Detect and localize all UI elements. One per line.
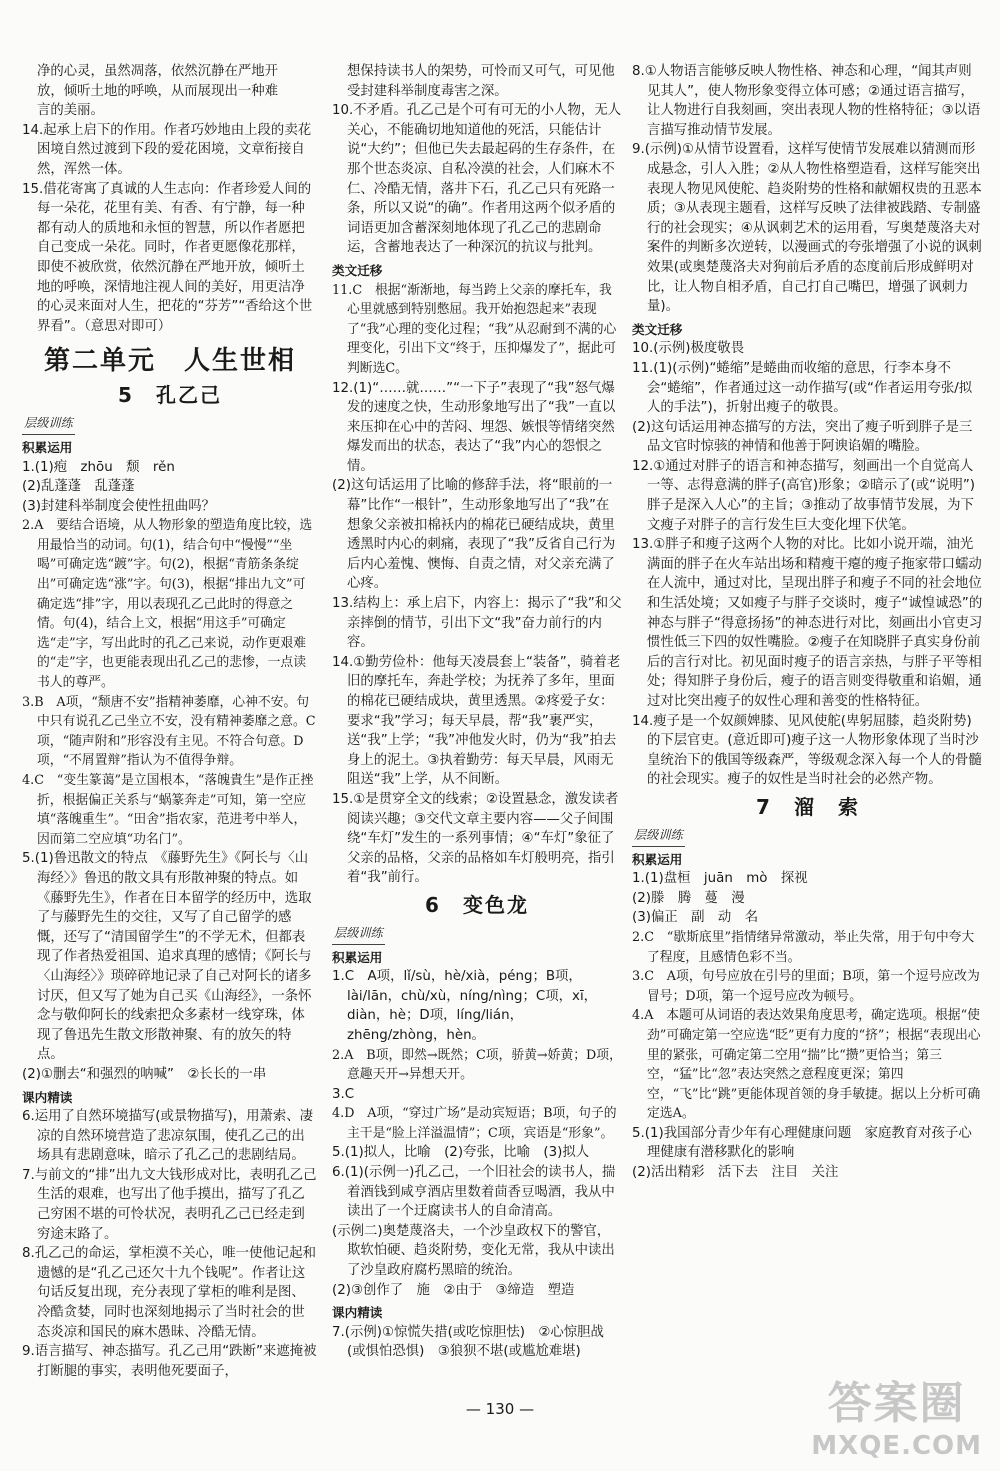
answer-1-part: (3)偏正 副 动 名 [632,910,759,926]
answer-4: 4.D A项，“穿过广场”是动宾短语；B项，句子的主干是“脸上洋溢温情”；C项，宾语是“形象”。 [332,1106,617,1141]
page-number: — 130 — [465,1400,535,1418]
answer-11: 11.C 根据“渐渐地，每当跨上父亲的摩托车，我心里就感到特别憋屈。我开始抱怨起来”表现了“我”心理的变化过程；“我”从忍耐到不满的心理变化，引出下文“终于，压抑爆发了”，据此可判断选C。 [332,282,617,376]
answer-9: 9.(示例)①从情节设置看，这样写使情节发展难以猜测而形成悬念，引人入胜；②从人物性格塑造看，这样写能突出表现人物见风使舵、趋炎附势的性格和献媚权贵的丑恶本质；③从表现主题看，这样写反映了法律被践踏、专制盛行的社会现实；④从讽刺艺术的运用看，写奥楚蔑洛夫对案件的判断多次逆转，以漫画式的夸张增强了小说的讽刺效果(或奥楚蔑洛夫对狗前后矛盾的态度前后形成鲜明对比，让人物自相矛盾，自己打自己嘴巴，增强了讽刺力量)。 [632,142,982,315]
answer-3: 3.C A项，句号应放在引号的里面；B项，第一个逗号应改为冒号；D项，第一个逗号应改为顿号。 [632,969,980,1004]
answer-12: 12.①通过对胖子的语言和神态描写，刻画出一个自觉高人一等、志得意满的胖子(高官)形象；②暗示了(或“说明”)胖子是深入人心”的主旨；③推动了故事情节发展，为下文瘦子对胖子的言行发生巨大变化埋下伏笔。 [632,458,975,533]
answer-10: 10.不矛盾。孔乙己是个可有可无的小人物，无人关心，不能确切地知道他的死活，只能估计说“大约”；但他已失去最起码的生存条件，在那个世态炎凉、自私冷漠的社会，人们麻木不仁、冷酷无情，落井下石，孔乙己只有死路一条，所以又说“的确”。作者用这两个似矛盾的词语更加含蓄深刻地体现了孔乙己的悲剧命运，含蓄地表达了一种深沉的抗议与批判。 [332,103,622,256]
answer-7: 7.与前文的“排”出九文大钱形成对比，表明孔乙己生活的艰难，也写出了他手摸出，描写了孔乙己穷困不堪的可怜状况，表明孔乙己已经走到穷途末路了。 [22,1167,317,1242]
answer-6-part: (2)③创作了 施 ②由于 ③缔造 塑造 [332,1282,575,1298]
section-heading: 类文迁移 [632,321,683,337]
watermark-url: MXQE.COM [811,1431,982,1461]
answer-column-3 [632,62,984,1183]
lesson-title: 6 变色龙 [425,892,529,917]
answer-13: 13.结构上：承上启下，内容上：揭示了“我”和父亲摔倒的情节，引出下文“我”奋力前行的内容。 [332,596,622,651]
answer-5: 5.(1)拟人，比喻 (2)夸张，比喻 (3)拟人 [332,1145,590,1161]
answer-12-part: (2)这句话运用了比喻的修辞手法，将“眼前的一幕”比作“一根针”，生动形象地写出了“我”在想象父亲被扣棉袄内的棉花已硬结成块，黄里透黑时内心的刺痛，表现了“我”反省自己行为后内心羞愧、懊悔、自责之情，对父亲充满了心疼。 [332,478,616,592]
answer-1: 1.C A项，lǐ/sù，hè/xià，péng；B项，lài/lān，chù/xù，níng/nìng；C项，xī，diàn，hè；D项，líng/lián，zhēng/zhòng，hèn。 [332,969,598,1043]
answer-2: 2.C “歇斯底里”指情绪异常激动，举止失常，用于句中夸大了程度，且感情色彩不当。 [632,929,975,965]
train-label: 层级训练 [22,414,75,435]
answer-column-2 [332,62,622,1362]
train-label: 层级训练 [332,924,385,945]
answer-13: 13.①胖子和瘦子这两个人物的对比。比如小说开端，油光满面的胖子在火车站出场和精瘦干瘪的瘦子拖家带口蠕动在人流中，通过对比，呈现出胖子和瘦子不同的社会地位和生活处境；又如瘦子与胖子交谈时，瘦子“诚惶诚恐”的神态与胖子“得意扬扬”的神态进行对比，刻画出小官吏习惯性低三下四的奴性嘴脸。②瘦子在知晓胖子真实身份前后的言行对比。初见面时瘦子的语言亲热，与胖子平等相处；得知胖子身份后，瘦子的语言则变得敬重和谄媚，通过对比突出瘦子的奴性心理和善变的性格特征。 [632,537,983,709]
answer-14: 14.起承上启下的作用。作者巧妙地由上段的卖花困境自然过渡到下段的爱花困境，文章衔接自然，浑然一体。 [22,122,312,177]
answer-8: 8.孔乙己的命运，掌柜漠不关心，唯一使他记起和遗憾的是“孔乙己还欠十九个钱呢”。作者让这句话反复出现，充分表现了掌柜的唯利是图、冷酷贪婪，同时也深刻地揭示了当时社会的世态炎凉和国民的麻木愚昧、冷酷无情。 [22,1246,316,1340]
section-heading: 积累运用 [332,949,383,965]
section-heading: 类文迁移 [332,262,383,278]
answer-3: 3.C [332,1086,355,1102]
answer-7: 7.(示例)①惊慌失措(或吃惊胆怯) ②心惊胆战(或惧怕恐惧) ③狼狈不堪(或尴尬难堪) [332,1324,604,1360]
answer-4: 4.C “变生篆蔼”是立国根本，“落魄貴生”是作正挫折，根据偏正关系与“蜗篆奔走”可知，第一空应填“落魄重生”。“田舍”指农家，范进考中举人，因而第二空应填“功名门”。 [22,773,314,847]
text-line: 想保持读书人的架势，可怜而又可气，可见他受封建科举制度毒害之深。 [347,64,615,99]
answer-12: 12.(1)“……就……”“一下子”表现了“我”怒气爆发的速度之快，生动形象地写出了“我”一直以来压抑在心中的苦闷、埋怨、嫉恨等情绪突然爆发而出的状态，表达了“我”内心的怨恨之情。 [332,380,616,474]
answer-2: 2.A B项，即然→既然；C项，骄黄→娇黄；D项，意趣天开→异想天开。 [332,1047,622,1083]
answer-1-part: (3)封建科举制度会使性扭曲吗？ [22,498,216,514]
section-heading: 课内精读 [332,1305,383,1321]
lesson-title: 7 溜 索 [756,794,860,819]
answer-3: 3.B A项，“颓唐不安”指精神萎靡，心神不安。句中只有说孔乙己坐立不安，没有精神萎靡之意。C项，“随声附和”形容没有主见。不符合句意。D项，“不屑置辩”指认为不值得争辩。 [22,694,316,769]
answer-1-part: (2)乱蓬蓬 乱蓬蓬 [22,479,135,495]
answer-6: 6.(1)(示例一)孔乙己，一个旧社会的读书人，揣着酒钱到咸亨酒店里数着茴香豆喝酒，我从中读出了一个迂腐读书人的自命清高。 [332,1165,616,1220]
section-heading: 积累运用 [22,439,73,455]
text-line: 放，倾听土地的呼唤，从而展现出一种难 [37,83,279,99]
answer-2: 2.A 要结合语境，从人物形象的塑造角度比较，选用最恰当的动词。句(1)，结合句中“慢慢”“坐喝”可确定选“踱”字。句(2)，根据“青筋条条绽出”可确定选“涨”字。句(3)，根据“排出九文”可确定选“排”字，用以表现孔乙己此时的得意之情。句(4)，结合上文，根据“用这手”可确定选“走”字，写出此时的孔乙己来说，动作更艰难的“走”字，也更能表现出孔乙己的悲惨，一点读书人的尊严。 [22,518,313,691]
answer-5-part: (2)活出精彩 活下去 注目 关注 [632,1165,839,1181]
lesson-title: 5 孔乙己 [118,383,222,408]
watermark-logo [811,1367,982,1461]
answer-5: 5.(1)鲁迅散文的特点 《藤野先生》《阿长与〈山海经〉》鲁迅的散文具有形散神聚的特点。如《藤野先生》，作者在日本留学的经历中，选取了与藤野先生的交往，又写了自己留学的感慨，还写了“清国留学生”的不学无术，但都表现了作者热爱祖国、追求真理的感情；《阿长与〈山海经〉》琐碎碎地记录了自己对阿长的诸多讨厌，但又写了她为自己买《山海经》，一条怀念与敬仰阿长的线索把众多素材一线穿珠，体现了鲁迅先生散文形散神聚、有的放矢的特点。 [22,851,312,1063]
answer-15: 15.借花寄寓了真诚的人生志向：作者珍爱人间的每一朵花，花里有美、有香、有宁静，每一种都有动人的质地和永恒的智慧，所以作者愿把自己变成一朵花。同时，作者更愿像花那样，即使不被欣赏，依然沉静在严地开放，倾听土地的呼唤，深情地注视人间的美好，用更洁净的心灵来面对人生，把花的“芬芳”“香给这个世界看”。（意思对即可） [22,181,313,334]
train-label: 层级训练 [632,826,685,847]
watermark-title: 答案圈 [827,1378,966,1429]
answer-5-part: (2)①删去“和强烈的呐喊” ②长长的一串 [22,1066,267,1082]
answer-9: 9.语言描写、神态描写。孔乙己用“跌断”来遮掩被打断腿的事实，表明他死要面子， [22,1344,317,1379]
answer-4: 4.A 本题可从词语的表达效果角度思考，确定选项。根据“使劲”可确定第一空应选“眨”更有力度的“挤”；根据“表现出心里的紧张，可确定第二空用“揣”比“攒”更恰当；第三空，“猛”比“忽”表达突然之意程度更深；第四空，“飞”比“跳”更能体现首领的身手敏捷。据以上分析可确定选A。 [632,1008,981,1122]
unit-title: 第二单元 人生世相 [43,346,296,377]
answer-1: 1.(1)盘桓 juān mò 探视 [632,871,808,887]
answer-8: 8.①人物语言能够反映人物性格、神态和心理，“闻其声则见其人”，使人物形象变得立体可感；②通过语言描写，让人物进行自我刻画，突出表现人物的性格特征；③以语言描写推动情节发展。 [632,64,981,138]
section-heading: 积累运用 [632,851,683,867]
answer-10: 10.(示例)极度敬畏 [632,341,745,357]
answer-6: 6.运用了自然环境描写(或景物描写)，用萧索、凄凉的自然环境营造了悲凉氛围，使孔乙己的出场具有悲剧意味，暗示了孔乙己的悲剧结局。 [22,1109,314,1164]
answer-11: 11.(1)(示例)“蜷缩”是蜷曲而收缩的意思，行李本身不会“蜷缩”，作者通过这一动作描写(或“作者运用夸张/拟人的手法”)，折射出瘦子的敬畏。 [632,360,973,416]
answer-11-part: (2)这句话运用神态描写的方法，突出了瘦子听到胖子是三品文官时惊骇的神情和他善于阿谀谄媚的嘴脸。 [632,419,973,455]
section-heading: 课内精读 [22,1089,73,1105]
answer-1: 1.(1)疱 zhōu 颓 rěn [22,459,175,475]
answer-5: 5.(1)我国部分青少年有心理健康问题 家庭教育对孩子心理健康有潜移默化的影响 [632,1125,972,1161]
answer-column-1 [22,62,318,1381]
text-line: 言的美丽。 [37,103,104,119]
answer-1-part: (2)滕 腾 蔓 漫 [632,890,745,906]
answer-14: 14.瘦子是一个奴颜婢膝、见风使舵(卑躬屈膝，趋炎附势)的下层官吏。(意近即可)瘦子这一人物形象体现了当时沙皇统治下的俄国等级森严，等级观念深入每一个人的骨髓的社会现实。瘦子的奴性是当时社会的必然产物。 [632,713,982,788]
answer-14: 14.①勤劳俭朴：他每天凌晨套上“装备”，骑着老旧的摩托车，奔赴学校；为抚养了多年，里面的棉花已硬结成块，黄里透黑。②疼爱子女：要求“我”学习；每天早晨，帮“我”裹严实，送“我”上学；“我”冲他发火时，仍为“我”拍去身上的泥土。③执着勤劳：每天早晨，风雨无阻送“我”上学，从不间断。 [332,654,621,788]
answer-15: 15.①是贯穿全文的线索；②设置悬念，激发读者阅读兴趣；③交代文章主要内容——父子间围绕“车灯”发生的一系列事情；④“车灯”象征了父亲的品格，父亲的品格如车灯般明亮，指引着“我”前行。 [332,791,619,886]
answer-6-part: (示例二)奥楚蔑洛夫，一个沙皇政权下的警官，欺软怕硬、趋炎附势，变化无常，我从中读出了沙皇政府腐朽黑暗的统治。 [332,1223,615,1279]
text-line: 净的心灵，虽然凋落，依然沉静在严地开 [37,64,279,79]
